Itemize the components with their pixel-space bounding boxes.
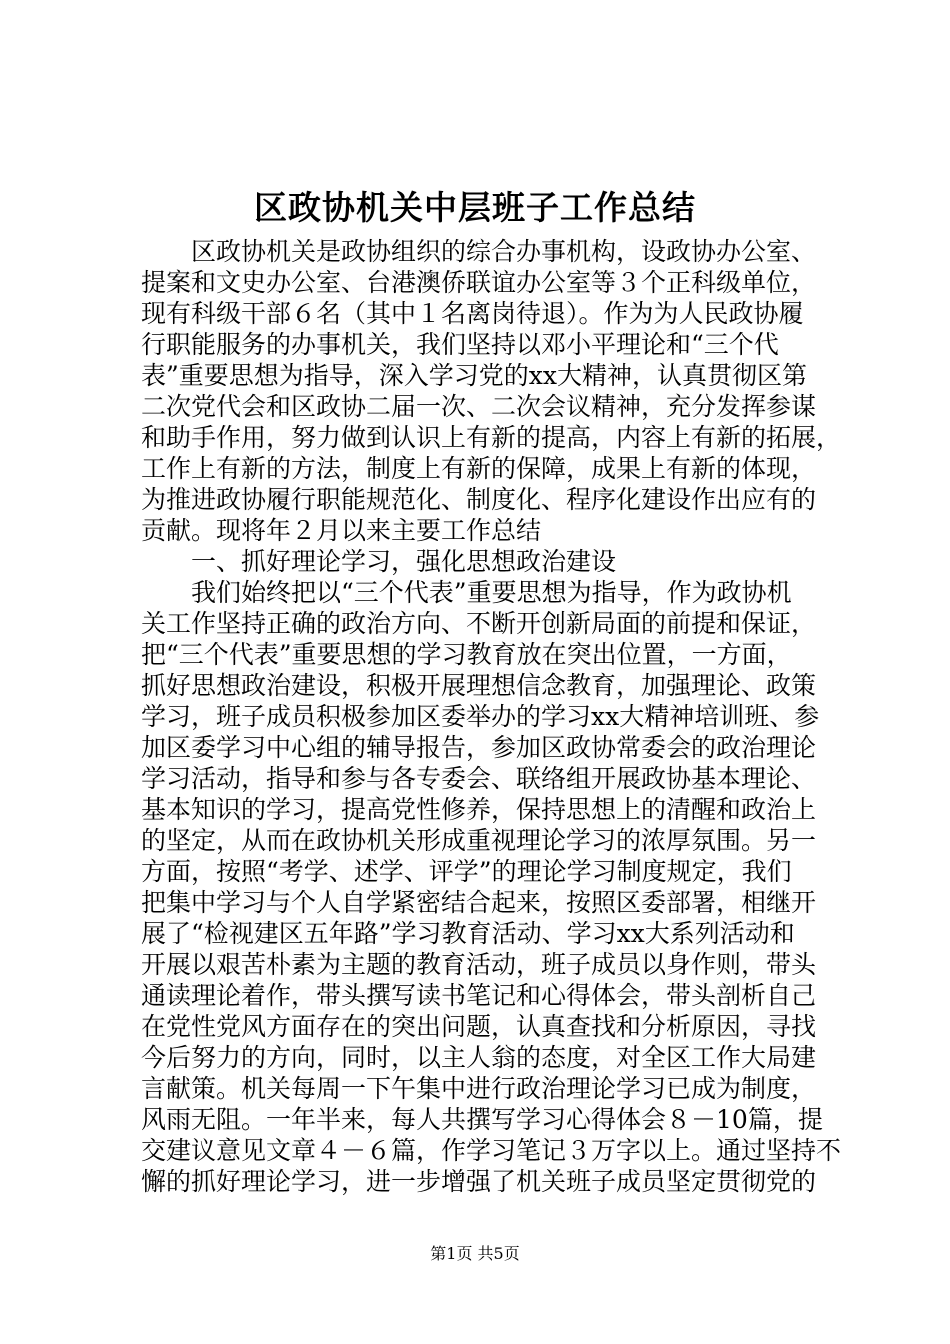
- document-line: 在党性党风方面存在的突出问题，认真查找和分析原因，寻找: [141, 1012, 817, 1041]
- document-line: 和助手作用，努力做到认识上有新的提高，内容上有新的拓展，: [141, 423, 842, 452]
- page-footer: 第1页 共5页: [430, 1244, 520, 1263]
- document-line: 今后努力的方向，同时，以主人翁的态度，对全区工作大局建: [141, 1043, 817, 1072]
- document-line: 把集中学习与个人自学紧密结合起来，按照区委部署，相继开: [141, 888, 817, 917]
- document-line: 工作上有新的方法，制度上有新的保障，成果上有新的体现，: [141, 454, 817, 483]
- document-line: 展了“检视建区五年路”学习教育活动、学习xx大系列活动和: [141, 919, 795, 948]
- document-line: 开展以艰苦朴素为主题的教育活动，班子成员以身作则，带头: [141, 950, 817, 979]
- document-line: 行职能服务的办事机关，我们坚持以邓小平理论和“三个代: [141, 330, 779, 359]
- document-line: 加区委学习中心组的辅导报告，参加区政协常委会的政治理论: [141, 733, 817, 762]
- document-line: 基本知识的学习，提高党性修养，保持思想上的清醒和政治上: [141, 795, 817, 824]
- document-line: 学习活动，指导和参与各专委会、联络组开展政协基本理论、: [141, 764, 817, 793]
- document-line: 交建议意见文章４－６篇，作学习笔记３万字以上。通过坚持不: [141, 1136, 842, 1165]
- document-line: 通读理论着作，带头撰写读书笔记和心得体会，带头剖析自己: [141, 981, 817, 1010]
- document-line: 二次党代会和区政协二届一次、二次会议精神，充分发挥参谋: [141, 392, 817, 421]
- document-line: 区政协机关是政协组织的综合办事机构，设政协办公室、: [141, 237, 817, 266]
- document-line: 把“三个代表”重要思想的学习教育放在突出位置，一方面，: [141, 640, 792, 669]
- document-line: 的坚定，从而在政协机关形成重视理论学习的浓厚氛围。另一: [141, 826, 817, 855]
- document-line: 懈的抓好理论学习，进一步增强了机关班子成员坚定贯彻党的: [141, 1167, 817, 1196]
- document-line: 关工作坚持正确的政治方向、不断开创新局面的前提和保证，: [141, 609, 817, 638]
- document-body: [141, 236, 842, 1197]
- document-line: 言献策。机关每周一下午集中进行政治理论学习已成为制度，: [141, 1074, 817, 1103]
- document-line: 贡献。现将年２月以来主要工作总结: [141, 516, 542, 545]
- document-title: 区政协机关中层班子工作总结: [254, 188, 696, 227]
- document-line: 风雨无阻。一年半来，每人共撰写学习心得体会８－10篇，提: [141, 1105, 823, 1134]
- document-line: 现有科级干部６名（其中１名离岗待退）。作为为人民政协履: [141, 299, 804, 328]
- document-line: 抓好思想政治建设，积极开展理想信念教育，加强理论、政策: [141, 671, 817, 700]
- document-line: 一、抓好理论学习，强化思想政治建设: [141, 547, 617, 576]
- document-line: 表”重要思想为指导，深入学习党的xx大精神，认真贯彻区第: [141, 361, 807, 390]
- document-line: 学习，班子成员积极参加区委举办的学习xx大精神培训班、参: [141, 702, 820, 731]
- document-line: 方面，按照“考学、述学、评学”的理论学习制度规定，我们: [141, 857, 792, 886]
- document-line: 提案和文史办公室、台港澳侨联谊办公室等３个正科级单位，: [141, 268, 817, 297]
- document-line: 为推进政协履行职能规范化、制度化、程序化建设作出应有的: [141, 485, 817, 514]
- document-line: 我们始终把以“三个代表”重要思想为指导，作为政协机: [141, 578, 792, 607]
